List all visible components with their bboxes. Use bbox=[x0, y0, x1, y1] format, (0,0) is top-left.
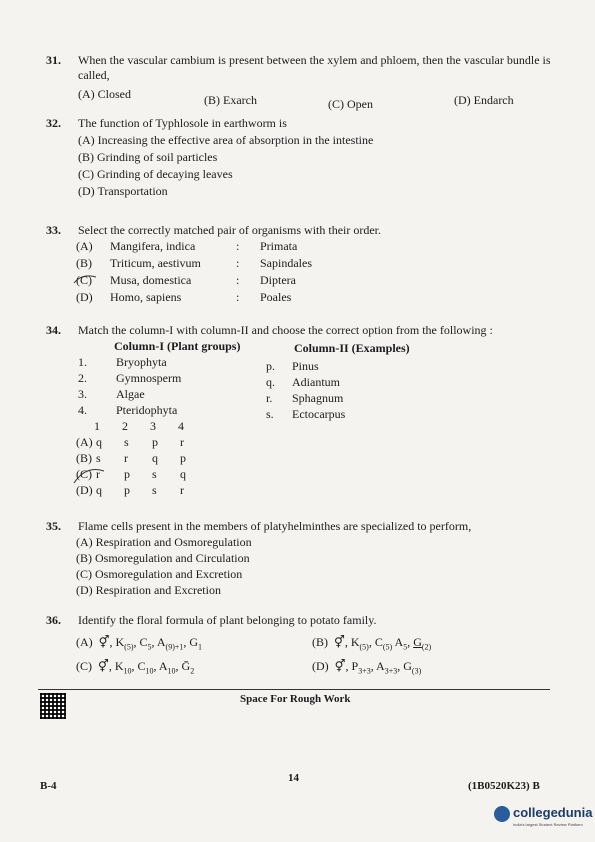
option-c: (C) Open bbox=[328, 97, 373, 111]
colon: : bbox=[236, 273, 240, 287]
col2-item: Ectocarpus bbox=[292, 407, 346, 421]
question-31 bbox=[46, 53, 566, 113]
colon: : bbox=[236, 290, 240, 304]
col2-letter: q. bbox=[266, 375, 275, 389]
grid-header: 2 bbox=[122, 419, 128, 433]
grid-header: 4 bbox=[178, 419, 184, 433]
floral-formula-a: ⚥, $K_{(5)}$, $C_5$, $A_{(9)+1}$, $G_1$ bbox=[95, 635, 203, 652]
question-text: Match the column-I with column-II and choose the correct option from the following : bbox=[78, 323, 493, 337]
col1-item: Gymnosperm bbox=[116, 371, 182, 385]
question-number: 31. bbox=[46, 53, 61, 67]
option-d bbox=[312, 659, 421, 678]
grid-option: (A) bbox=[76, 435, 93, 449]
col2-letter: p. bbox=[266, 359, 275, 373]
question-number: 33. bbox=[46, 223, 61, 237]
option-b-label: (B) bbox=[76, 256, 92, 270]
column-2-header: Column-II (Examples) bbox=[294, 341, 410, 355]
col1-num: 4. bbox=[78, 403, 87, 417]
colon: : bbox=[236, 239, 240, 253]
question-text: Flame cells present in the members of platyhelminthes are specialized to perform, bbox=[78, 519, 472, 533]
question-text: Select the correctly matched pair of organisms with their order. bbox=[78, 223, 382, 237]
qr-code bbox=[40, 693, 66, 719]
collegedunia-logo bbox=[494, 803, 593, 833]
question-text: The function of Typhlosole in earthworm is bbox=[78, 116, 287, 130]
question-number: 32. bbox=[46, 116, 61, 130]
option-d-organism: Homo, sapiens bbox=[110, 290, 182, 304]
col2-item: Pinus bbox=[292, 359, 319, 373]
grid-header: 3 bbox=[150, 419, 156, 433]
question-36 bbox=[46, 613, 566, 679]
option-c-organism: Musa, domestica bbox=[110, 273, 192, 287]
option-b: (B) Osmoregulation and Circulation bbox=[76, 551, 250, 565]
col2-item: Sphagnum bbox=[292, 391, 344, 405]
question-33 bbox=[46, 223, 566, 307]
grid-cell: r bbox=[96, 467, 100, 481]
grid-cell: s bbox=[96, 451, 101, 465]
option-c-label: (C) bbox=[76, 659, 92, 673]
grid-cell: p bbox=[152, 435, 158, 449]
col1-num: 2. bbox=[78, 371, 87, 385]
floral-formula-c: ⚥, $K_{10}$, $C_{10}$, $A_{10}$, Ḡ$_2$ bbox=[95, 659, 195, 676]
option-a: (A) Increasing the effective area of absorption in the intestine bbox=[78, 133, 374, 147]
brand-tagline: India's largest Student Review Platform bbox=[513, 822, 583, 827]
question-text: Identify the floral formula of plant belonging to potato family. bbox=[78, 613, 377, 627]
col1-num: 1. bbox=[78, 355, 87, 369]
option-a-label: (A) bbox=[76, 635, 93, 649]
col1-item: Pteridophyta bbox=[116, 403, 178, 417]
option-c-label: (C) bbox=[76, 273, 92, 287]
page-number: 14 bbox=[288, 772, 299, 784]
option-c: (C) Osmoregulation and Excretion bbox=[76, 567, 243, 581]
question-32 bbox=[46, 116, 566, 202]
brand-icon bbox=[494, 806, 510, 822]
option-a-order: Primata bbox=[260, 239, 298, 253]
question-34 bbox=[46, 323, 566, 503]
grid-option: (B) bbox=[76, 451, 92, 465]
floral-formula-d: ⚥, $P_{3+3}$, $A_{3+3}$, $G_{(3)}$ bbox=[331, 659, 422, 676]
grid-cell: s bbox=[152, 467, 157, 481]
option-b-label: (B) bbox=[312, 635, 328, 649]
footer-right: (1B0520K23) B bbox=[468, 780, 540, 792]
option-b: (B) Exarch bbox=[204, 93, 257, 107]
option-d: (D) Respiration and Excretion bbox=[76, 583, 221, 597]
brand-name: collegedunia bbox=[513, 805, 593, 820]
grid-cell: r bbox=[180, 483, 184, 497]
grid-cell: s bbox=[152, 483, 157, 497]
footer-left: B-4 bbox=[40, 780, 57, 792]
grid-cell: p bbox=[124, 483, 130, 497]
floral-formula-b: ⚥, $K_{(5)}$, $C_{(5)}$ $A_5$, $G_{(2)}$ bbox=[331, 635, 432, 652]
option-d-label: (D) bbox=[76, 290, 93, 304]
option-a: (A) Respiration and Osmoregulation bbox=[76, 535, 252, 549]
question-number: 36. bbox=[46, 613, 61, 627]
option-d: (D) Transportation bbox=[78, 184, 168, 198]
question-35 bbox=[46, 519, 566, 595]
option-d-label: (D) bbox=[312, 659, 329, 673]
grid-cell: q bbox=[96, 483, 102, 497]
col2-letter: r. bbox=[266, 391, 273, 405]
colon: : bbox=[236, 256, 240, 270]
grid-cell: r bbox=[124, 451, 128, 465]
col2-letter: s. bbox=[266, 407, 274, 421]
option-c bbox=[76, 659, 194, 678]
option-b-organism: Triticum, aestivum bbox=[110, 256, 201, 270]
grid-option: (C) bbox=[76, 467, 92, 481]
pen-mark-icon bbox=[72, 271, 100, 287]
option-a: (A) Closed bbox=[78, 87, 131, 101]
grid-option: (D) bbox=[76, 483, 93, 497]
option-a-organism: Mangifera, indica bbox=[110, 239, 196, 253]
rough-work-label: Space For Rough Work bbox=[240, 693, 351, 705]
option-b bbox=[312, 635, 431, 654]
option-c-order: Diptera bbox=[260, 273, 296, 287]
col2-item: Adiantum bbox=[292, 375, 340, 389]
grid-header: 1 bbox=[94, 419, 100, 433]
option-a-label: (A) bbox=[76, 239, 93, 253]
col1-item: Algae bbox=[116, 387, 145, 401]
option-c: (C) Grinding of decaying leaves bbox=[78, 167, 233, 181]
grid-cell: q bbox=[152, 451, 158, 465]
option-b: (B) Grinding of soil particles bbox=[78, 150, 218, 164]
question-number: 35. bbox=[46, 519, 61, 533]
grid-cell: s bbox=[124, 435, 129, 449]
pen-mark-icon bbox=[72, 463, 108, 487]
option-b-order: Sapindales bbox=[260, 256, 312, 270]
grid-cell: p bbox=[124, 467, 130, 481]
grid-cell: q bbox=[180, 467, 186, 481]
option-d: (D) Endarch bbox=[454, 93, 514, 107]
divider bbox=[38, 689, 550, 690]
column-1-header: Column-I (Plant groups) bbox=[114, 339, 241, 353]
question-number: 34. bbox=[46, 323, 61, 337]
col1-item: Bryophyta bbox=[116, 355, 167, 369]
option-d-order: Poales bbox=[260, 290, 292, 304]
grid-cell: p bbox=[180, 451, 186, 465]
grid-cell: q bbox=[96, 435, 102, 449]
option-a bbox=[76, 635, 202, 654]
question-text: When the vascular cambium is present between the xylem and phloem, then the vascular bundle is called, bbox=[78, 53, 551, 82]
col1-num: 3. bbox=[78, 387, 87, 401]
grid-cell: r bbox=[180, 435, 184, 449]
